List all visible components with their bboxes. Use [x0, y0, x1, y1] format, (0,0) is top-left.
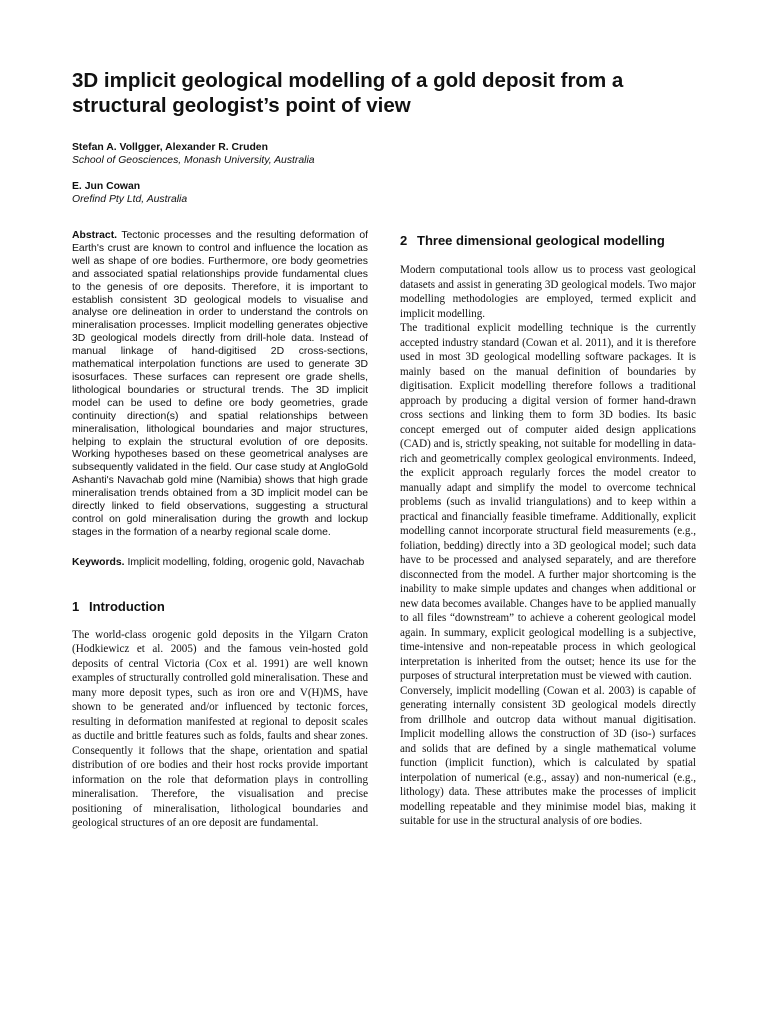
section-number: 1	[72, 598, 80, 614]
section-heading-introduction	[72, 599, 368, 615]
keywords-label: Keywords.	[72, 556, 125, 568]
section-title: Introduction	[89, 598, 165, 614]
section-number: 2	[400, 233, 408, 248]
author-affiliation: Orefind Pty Ltd, Australia	[72, 194, 188, 205]
section-title: Three dimensional geological modelling	[417, 233, 665, 248]
section-paragraph: Conversely, implicit modelling (Cowan et al. 2003) is capable of generating internally consistent 3D geological models directly from drillhole and outcrop data without manual digitisation. Implicit modelling allows the construction of 3D (iso-) surfaces and solids that are defined by a single mathematical volume function (implicit function), which is calculated by spatial interpolation of numerical (e.g., assay) and non-numerical (e.g., lithology) data. These attributes make the processes of implicit modelling repeatable and they minimise model bias, making it suitable for use in the structural analysis of ore bodies.	[400, 684, 696, 827]
left-column	[72, 230, 368, 831]
keywords-text: Implicit modelling, folding, orogenic gold, Navachab	[127, 556, 365, 568]
author-block-2	[72, 180, 392, 206]
author-names: E. Jun Cowan	[72, 181, 141, 192]
section-paragraph: The traditional explicit modelling technique is the currently accepted industry standard (Cowan et al. 2011), and it is therefore used in most 3D geological modelling software packages. It is mainly based on the manual definition of boundaries by digitisation. Explicit modelling therefore follows a traditional approach by producing a digital version of former hand-drawn cross sections and linking them to form 3D bodies. Its basic concept emerged out of computer aided design applications (CAD) and is, strictly speaking, not suitable for modelling in data-rich and geometrically complex geological environments. Indeed, the explicit approach regularly forces the model creator to manually adapt and simplify the model to overcome technical problems (such as invalid triangulations) and to keep within a practical and financially feasible timeframe. Additionally, explicit modelling cannot incorporate structural field measurements (e.g., foliation, bedding) directly into a 3D geological model; such data have to be processed and analysed separately, and are therefore disconnected from the model. A further major shortcoming is the inability to make simple updates and changes when additional or new data becomes available. Changes have to be applied manually to all files “downstream” to achieve a coherent geological model again. In summary, explicit geological modelling is a subjective, time-intensive and non-repeatable process in which geological interpretation is inherited from the outset; hence its use for the purposes of structural interpretation must be viewed with caution.	[400, 322, 696, 682]
abstract	[72, 230, 368, 540]
section-paragraph: Modern computational tools allow us to process vast geological datasets and assist in generating 3D geological models. Two major modelling methodologies are employed, termed explicit and implicit modelling.	[400, 264, 696, 320]
paper-title: 3D implicit geological modelling of a gold deposit from a structural geologist’s point of view	[72, 69, 624, 117]
abstract-label: Abstract.	[72, 230, 118, 241]
section-paragraph: The world-class orogenic gold deposits in the Yilgarn Craton (Hodkiewicz et al. 2005) and the famous vein-hosted gold deposits of central Victoria (Cox et al. 1991) are well known examples of structurally controlled gold mineralisation. These and many more deposit types, such as iron ore and V(H)MS, have shown to be generated and/or influenced by tectonic forces, resulting in deformation manifested at regional to deposit scales as ductile and brittle features such as folds, faults and shear zones. Consequently it follows that the shape, orientation and spatial distribution of ore bodies and their host rocks provide important information on the role that deformation plays in controlling mineralisation. Therefore, the visualisation and precise positioning of mineralisation, lithological boundaries and geological structures of an ore deposit are fundamental.	[72, 628, 368, 830]
author-names: Stefan A. Vollgger, Alexander R. Cruden	[72, 142, 268, 153]
section-heading-3d-modelling	[400, 233, 696, 249]
author-affiliation: School of Geosciences, Monash University, Australia	[72, 155, 315, 166]
right-column	[400, 230, 696, 829]
abstract-text: Tectonic processes and the resulting deformation of Earth's crust are known to control and influence the location as well as shape of ore bodies. Furthermore, ore body geometries and associated spatial relationships provide fundamental clues to the genesis of ore deposits. Therefore, it is important to establish consistent 3D geological models to visualise and analyse ore delineation in order to understand the controls on mineralisation processes. Implicit modelling generates objective 3D geological models directly from drill-hole data. Instead of manual linkage of hand-digitised 2D cross-sections, mathematical interpolation functions are used to generate 3D isosurfaces. These surfaces can represent ore grade shells, lithological boundaries or structural trends. The 3D implicit model can be used to define ore body geometries, grade continuity direction(s) and spatial relationships between mineralisation, lithological boundaries and major structures, helping to explain the structural evolution of ore deposits. Working hypotheses based on these geometrical analyses are subsequently validated in the field. Our case study at AngloGold Ashanti's Navachab gold mine (Namibia) shows that high grade mineralisation trends obtained from a 3D implicit model can be directly linked to field observations, suggesting a structural control on gold mineralisation during the growth and lockup stages in the formation of a nearby regional scale dome.	[72, 230, 369, 538]
author-block-1	[72, 141, 392, 167]
keywords	[72, 557, 368, 570]
